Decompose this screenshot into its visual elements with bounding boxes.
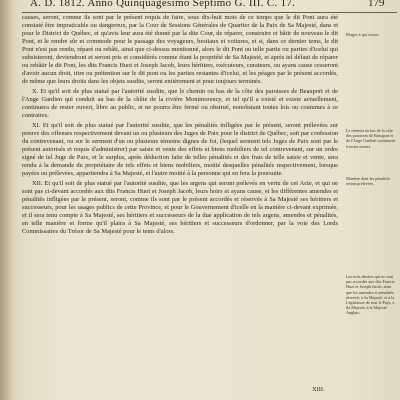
- binding-shadow: [0, 0, 14, 400]
- margin-note: Le chemin ou bas de la côte des paroisses de Beauport et de l'Ange Gardien continuera à rester ouvert.: [346, 128, 396, 149]
- catchword: XIII.: [312, 386, 325, 393]
- paragraph-section-xii: XII. Et qu'il soit de plus statué par l'autorité susdite, que les argens qui seront prélevés en vertu de cet Acte, et qui ne sont pas ci-devant accordés aux dits Francis Huot et Joseph Jacob, leurs hoirs et ayans cause, et les différentes amendes et pénalités infligées par le présent, seront, comme ils sont par le présent accordés et réservés à Sa Majesté ses héritiers et successeurs, pour les usages publics de cette Province, et pour le Gouvernement d'icelle en la manière ci-devant exprimée, et il sera tenu compte à Sa Majesté, ses héritiers et successeurs de la due application de tels argens, amendes et pénalités, en telle manière et forme qu'il plaira à Sa Majesté, ses héritiers et successeurs d'ordonner, par la voie des Lords Commissaires du Trésor de Sa Majesté pour le tems d'alors.: [22, 180, 338, 235]
- running-head: A. D. 1812. Anno Quinquagesimo Septimo G. III. C. 17.: [30, 0, 296, 9]
- margin-note: Manière dont les pénalités seront prélevées.: [346, 176, 391, 187]
- main-text: [22, 14, 338, 238]
- page-number: 179: [368, 0, 385, 9]
- margin-note: Péages à qui cesser.: [346, 32, 380, 37]
- paragraph-section-x: X. Et qu'il soit de plus statué par l'autorité susdite, que le chemin ou bas de la côte des paroisses de Beauport et de l'Ange Gardien qui conduit au bas de la chûte de la rivière Montmorency, et tel qu'il a existé et existe actuellement, continuera de rester ouvert, libre au public, et ne pourra être fermé ou obstrué, nonobstant toutes lois ou coutumes à ce contraires.: [22, 88, 338, 119]
- header-rule: [22, 12, 397, 13]
- paragraph-section-xi: XI. Et qu'il soit de plus statué par l'autorité susdite, que les pénalités infligées par le présent, seront prélevées sur preuve des offenses respectivement devant un ou plusieurs des Juges de Paix pour le district de Québec, soit par confession du contrevenant, ou sur le serment d'un ou plusieurs témoins dignes de foi, (lequel serment tels Juges de Paix sont par le présent autorisés et requis d'administrer) par saisie et vente des effets et biens mobiliers de tel contrevenant, sur un ordre signé de tel Juge de Paix, et le surplus, après déduction faite de telles pénalités et des frais de telle saisie et vente, sera rendu à la demande du propriétaire de tels effets et biens mobiliers, moitié desquelles pénalités respectivement, lorsque payées ou prélevées, appartiendra à Sa Majesté, et l'autre moitié à la personne qui en fera la poursuite.: [22, 122, 338, 177]
- margin-note: Les trois deniers qui ne sont pas accordés aux dits Francis Huot et Joseph Jacob, ainsi que les amendes et pénalités, réservés à Sa Majesté, et à la Législature de tout le Pays, à Sa Majesté, à la Majesté Anglais.: [346, 274, 395, 316]
- paragraph-continuation: causes, seront, comme ils sont par le présent requis de faire, sous dix-huit mois de ce temps que le dit Pont aura été constaté être impraticable ou dangereux, par la Cour de Sessions Générales de Quartier de la Paix de Sa Majesté, dans et pour le District de Québec, et qu'avis leur aura été donné par la dite Cour, de réparer, construire et bâtir de nouveau le dit Pont, et le rendre sûr et commode pour le passage des voyageurs, bestiaux et voitures, et si, dans ce dernier tems, le dit Pont n'est pas rendu, réparé ou rebâti, ainsi que ci-dessus mentionné, alors le dit Pont ou telle partie ou parties d'icelui qui subsisteront, deviendront et seront pris et considérés comme étant la propriété de Sa Majesté, et après tel défaut de réparer ou rebâtir le dit Pont, les dits Francis Huot et Joseph Jacob, leurs héritiers, exécuteurs, curateurs, ou ayans cause cesseront d'avoir aucun droit, titre ou prétention sur le dit pont ou les parties restantes d'icelui, et les péages par le présent accordés, de même que leurs droits dans les objets susdits, seront entièrement et pour toujours terminés.: [22, 14, 338, 85]
